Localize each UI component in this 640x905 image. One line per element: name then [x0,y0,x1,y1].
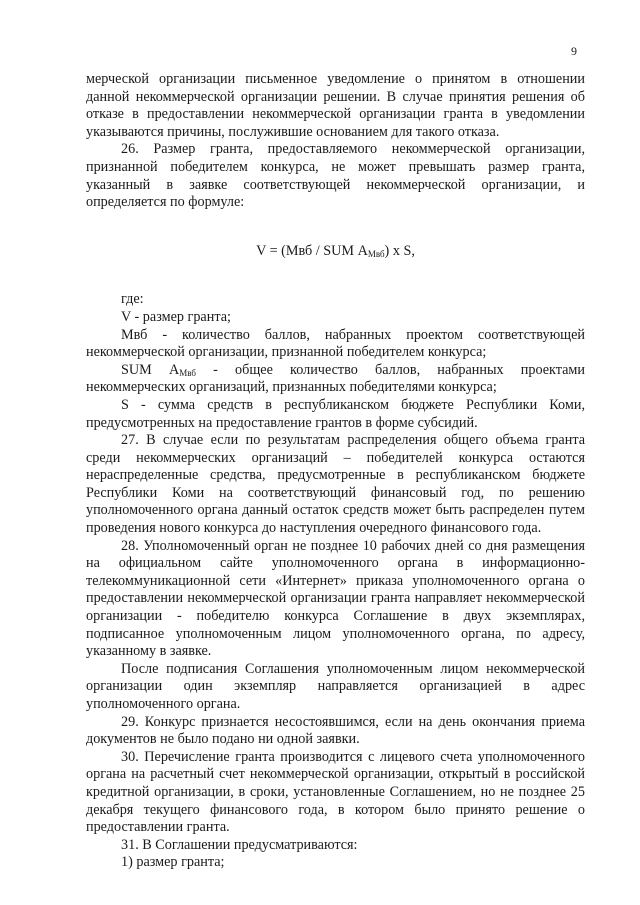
paragraph-28: 28. Уполномоченный орган не позднее 10 рабочих дней со дня размещения на официальном сайте уполномоченного органа в информационно-телекоммуникационной сети «Интернет» приказа уполномоченного органа о предоставлении некоммерческой организации гранта направляет некоммерческой организации - победителю конкурса Соглашение в двух экземплярах, подписанное уполномоченным лицом уполномоченного органа, по адресу, указанному в заявке. [86,537,585,660]
paragraph-30: 30. Перечисление гранта производится с лицевого счета уполномоченного органа на расчетный счет некоммерческой организации, открытый в российской кредитной организации, в сроки, установленные Соглашением, но не позднее 25 декабря текущего финансового года, в котором было принято решение о предоставлении гранта. [86,748,585,836]
formula-subscript: Мвб [367,248,385,259]
paragraph-26: 26. Размер гранта, предоставляемого некоммерческой организации, признанной победителем конкурса, не может превышать размер гранта, указанный в заявке соответствующей некоммерческой организации, и определяется по формуле: [86,141,585,211]
paragraph-31-item-1: 1) размер гранта; [121,854,225,871]
page-number: 9 [571,44,577,58]
paragraph-31: 31. В Соглашении предусматриваются: [121,836,358,853]
paragraph-continuation: мерческой организации письменное уведомление о принятом в отношении данной некоммерческой организации решении. В случае принятия решения об отказе в предоставлении некоммерческой организации гранта в уведомлении указываются причины, послужившие основанием для такого отказа. [86,71,585,140]
paragraph-27: 27. В случае если по результатам распределения общего объема гранта среди некоммерческих организаций – победителей конкурса остаются нераспределенные средства, предусмотренные в республиканском бюджете Республики Коми на соответствующий финансовый год, по решению уполномоченного органа данный остаток средств может быть распределен путем проведения нового конкурса до наступления очередного финансового года. [86,432,585,537]
definition-sum [86,362,585,397]
definition-sum-subscript: Мвб [179,367,196,378]
definition-sum-prefix: SUM А [121,361,180,378]
definition-mvb: Мвб - количество баллов, набранных проектом соответствующей некоммерческой организации, признанной победителем конкурса; [86,326,585,361]
paragraph-28-signing: После подписания Соглашения уполномоченным лицом некоммерческой организации один экземпляр направляется организацией в адрес уполномоченного органа. [86,660,585,712]
definition-s: S - сумма средств в республиканском бюджете Республики Коми, предусмотренных на предоставление грантов в форме субсидий. [86,396,585,431]
paragraph-29: 29. Конкурс признается несостоявшимся, если на день окончания приема документов не было подано ни одной заявки. [86,713,585,748]
definition-v: V - размер гранта; [121,308,231,325]
definition-sum-text: - общее количество баллов, набранных проектами некоммерческих организаций, признанных победителями конкурса; [86,361,586,396]
grant-formula [86,243,585,261]
definition-where: где: [121,291,144,308]
formula-prefix: V = (Мвб / SUM А [256,242,368,259]
document-body [86,71,585,872]
formula-suffix: ) х S, [384,242,415,259]
